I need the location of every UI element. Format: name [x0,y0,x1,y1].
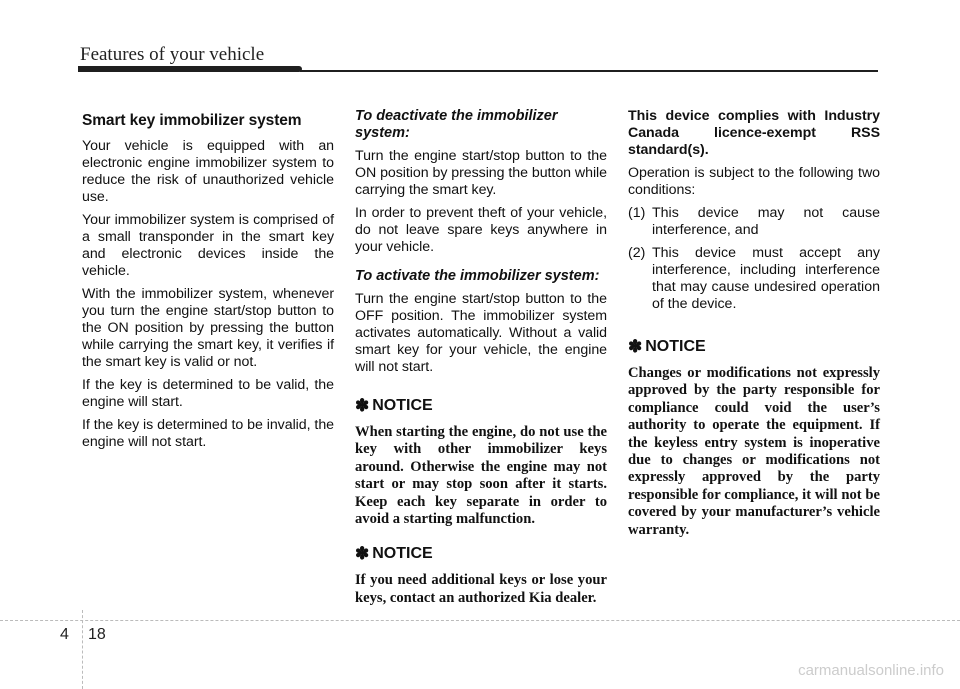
conditions-list [628,205,880,313]
list-number: (2) [628,245,646,261]
notice-label: NOTICE [645,338,706,355]
paragraph: Turn the engine start/stop button to the OFF position. The immobilizer system activates automatically. Without a valid smart key for your vehicle, the engine will not start. [355,291,607,375]
list-item [628,205,880,239]
notice-heading [355,396,607,416]
paragraph: Your vehicle is equipped with an electronic engine immobilizer system to reduce the risk of unauthorized vehicle use. [82,138,334,205]
footer-rule [0,620,960,621]
list-text: This device may not cause interference, and [652,205,880,238]
paragraph: If the key is determined to be valid, the engine will start. [82,377,334,410]
notice-icon: ✽ [628,337,643,356]
header-bar [78,66,302,72]
section-heading: Smart key immobilizer system [82,112,302,129]
notice-text: If you need additional keys or lose your keys, contact an authorized Kia dealer. [355,572,607,606]
column-2 [355,108,607,617]
deactivate-heading: To deactivate the immobilizer system: [355,108,558,141]
notice-icon: ✽ [355,396,370,415]
notice-heading [355,544,607,564]
paragraph: In order to prevent theft of your vehicle, do not leave spare keys anywhere in your vehicle. [355,205,607,255]
list-text: This device must accept any interference, including interference that may cause undesired operation of the device. [652,245,880,312]
compliance-statement: This device complies with Industry Canada licence-exempt RSS standard(s). [628,108,880,158]
notice-text: When starting the engine, do not use the key with other immobilizer keys around. Otherwise the engine may not start or may stop soon after it starts. Keep each key separate in order to avoid a starting malfunction. [355,424,607,528]
column-3 [628,108,880,549]
notice-heading [628,337,880,357]
paragraph: Your immobilizer system is comprised of a small transponder in the smart key and electronic devices inside the vehicle. [82,212,334,279]
notice-text: Changes or modifications not expressly approved by the party responsible for compliance could void the user’s authority to operate the equipment. If the keyless entry system is inoperative due to changes or modifications not expressly approved by the party responsible for compliance, it will not be covered by your manufacturer’s vehicle warranty. [628,365,880,538]
notice-label: NOTICE [372,545,433,563]
page-number: 18 [88,626,106,643]
notice-label: NOTICE [372,397,433,414]
activate-heading: To activate the immobilizer system: [355,268,600,284]
watermark: carmanualsonline.info [798,662,944,679]
list-item [628,245,880,313]
chapter-number: 4 [60,626,69,643]
list-number: (1) [628,205,646,221]
notice-icon: ✽ [355,544,370,564]
footer-divider [82,610,83,689]
paragraph: Operation is subject to the following two conditions: [628,165,880,198]
paragraph: With the immobilizer system, whenever you turn the engine start/stop button to the ON position by pressing the button while carrying the smart key, it verifies if the smart key is valid or not. [82,286,334,370]
paragraph: Turn the engine start/stop button to the ON position by pressing the button while carrying the smart key. [355,148,607,198]
column-1 [82,108,334,457]
paragraph: If the key is determined to be invalid, the engine will not start. [82,417,334,450]
page-header-title: Features of your vehicle [80,44,265,65]
header-rule [300,70,878,72]
